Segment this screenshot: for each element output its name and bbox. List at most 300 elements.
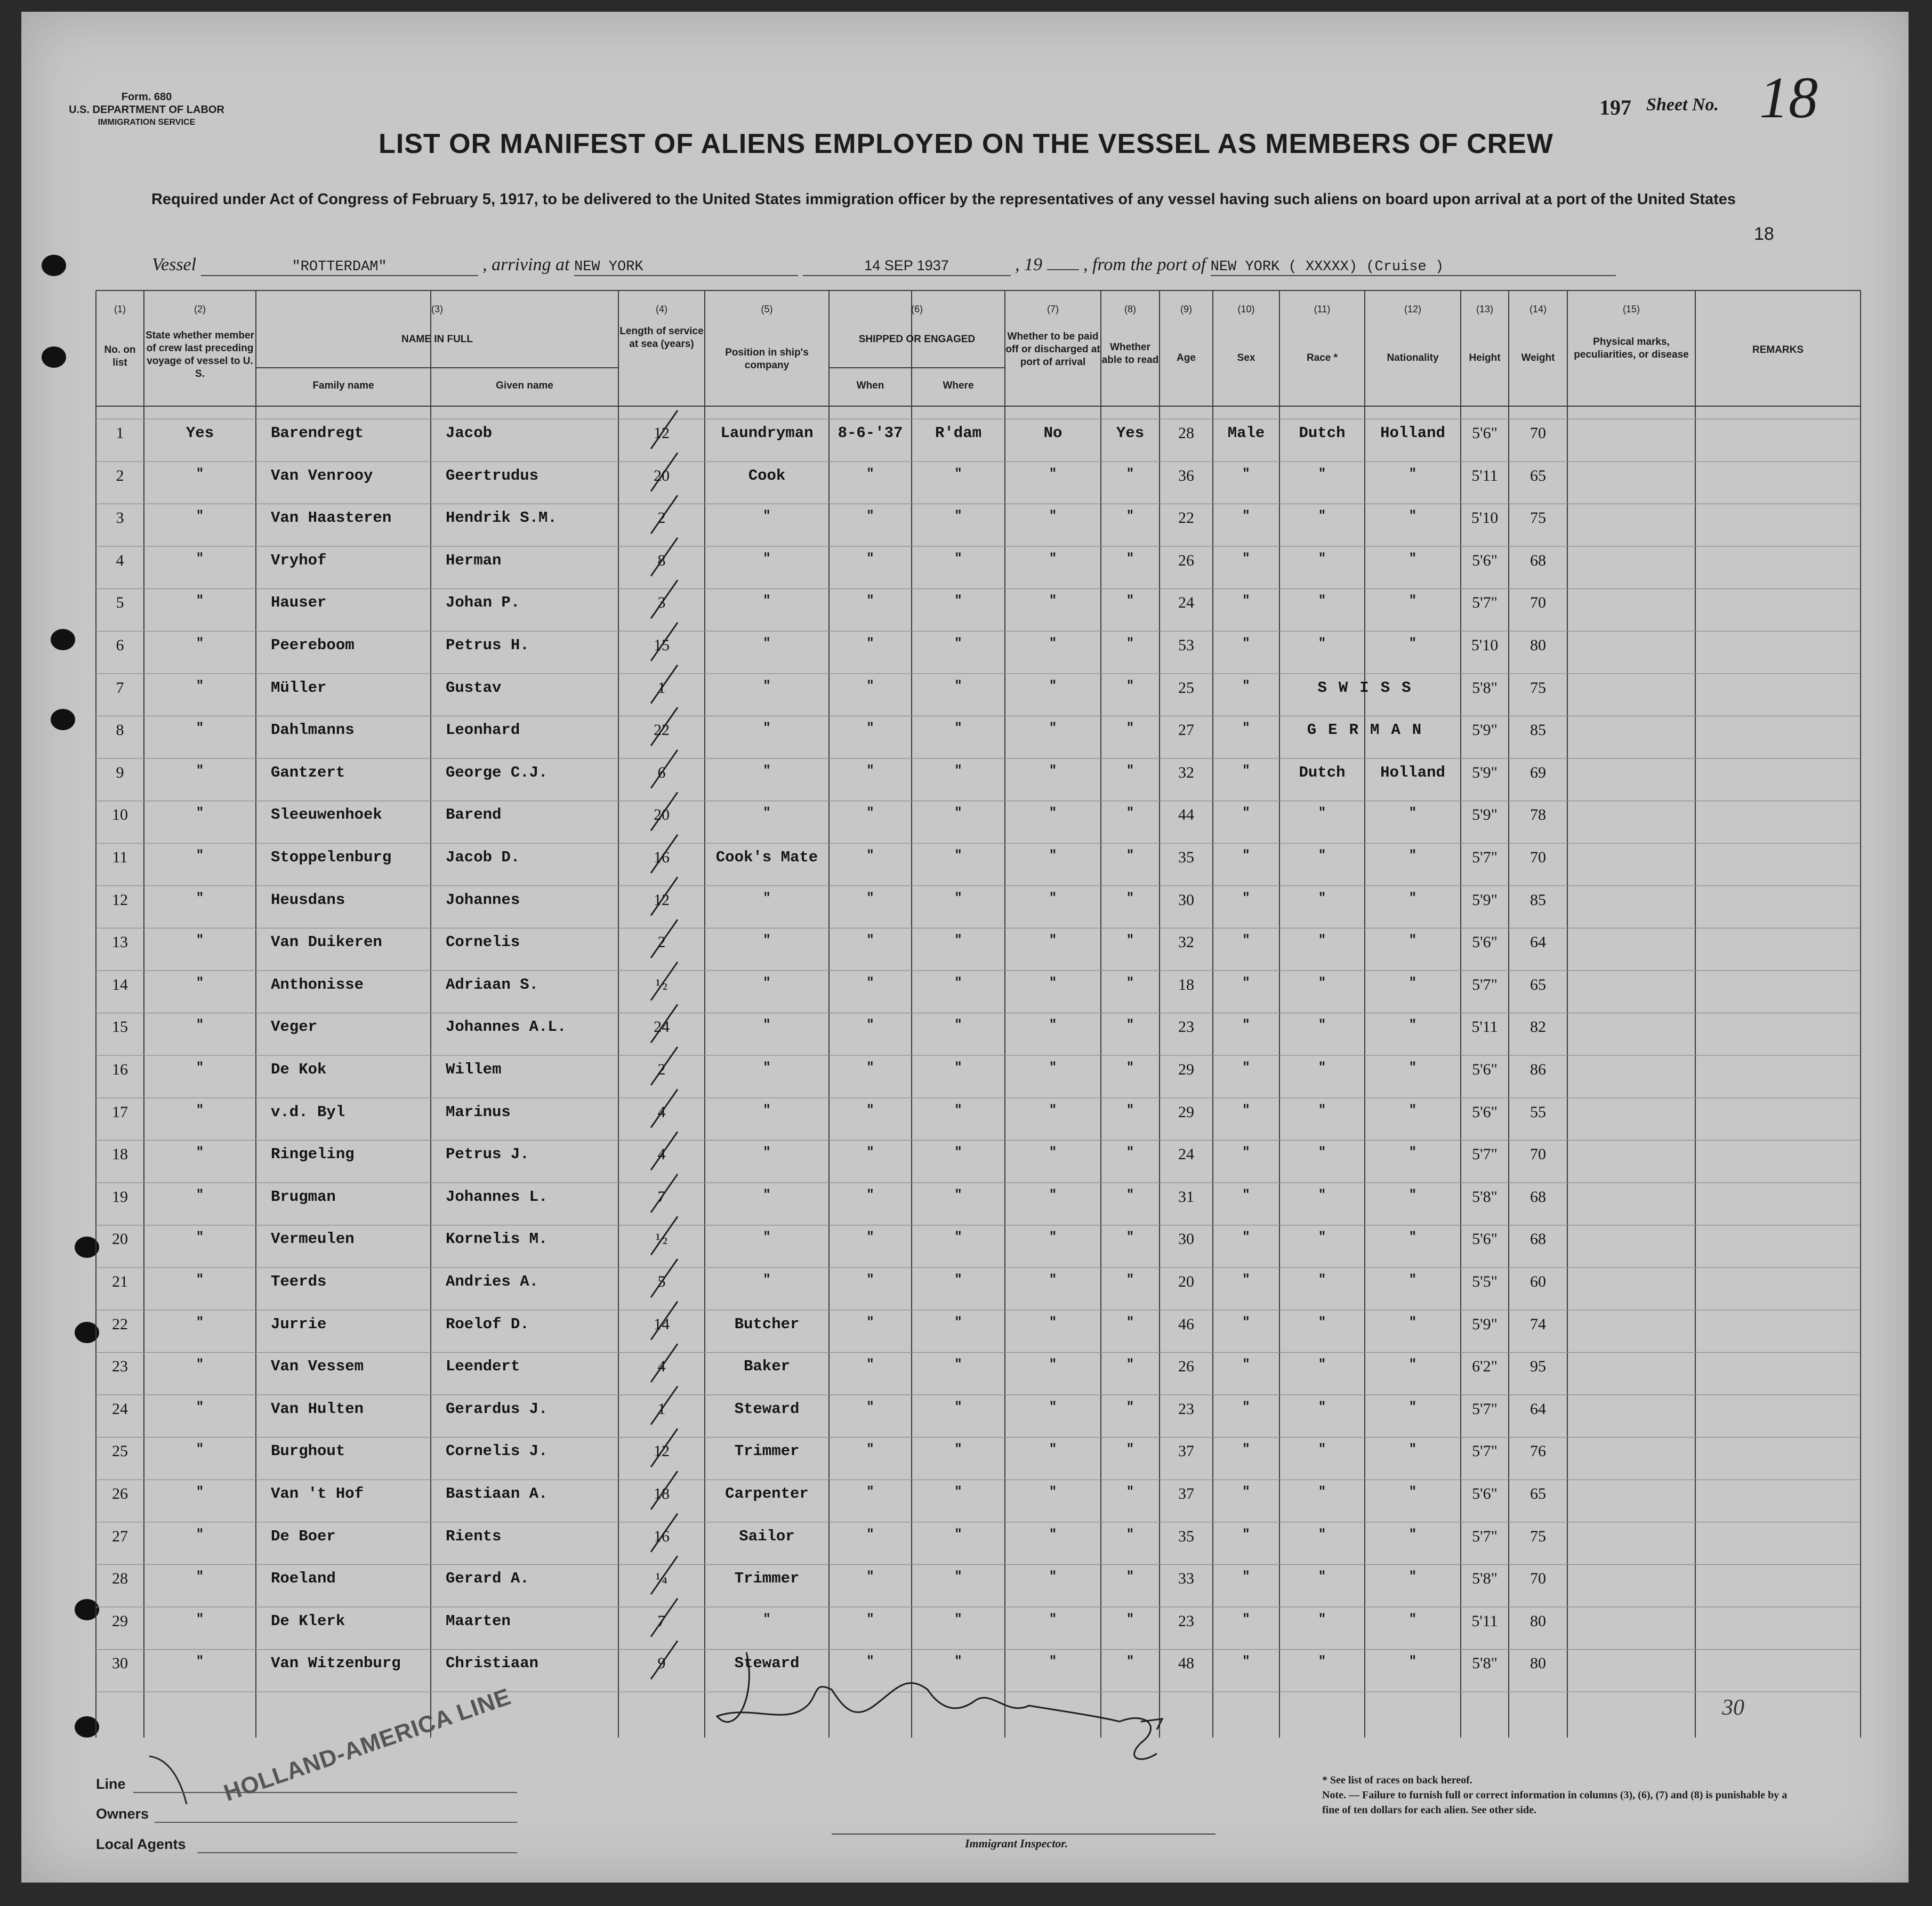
age-cell: 48 <box>1178 1654 1194 1673</box>
weight-cell: 70 <box>1530 1570 1546 1588</box>
shipped-where-cell: " <box>954 1230 962 1245</box>
family-name-cell: Gantzert <box>271 763 345 781</box>
able-to-read-cell: " <box>1126 1103 1134 1118</box>
age-cell: 35 <box>1178 1527 1194 1545</box>
shipped-when-cell: " <box>866 636 874 651</box>
footnotes <box>1322 1773 1791 1818</box>
position-cell: " <box>763 1145 771 1160</box>
given-name-cell: Roelof D. <box>446 1315 529 1333</box>
position-cell: " <box>763 891 771 906</box>
shipped-where-cell: " <box>954 1527 962 1542</box>
shipped-when-cell: " <box>866 1273 874 1287</box>
family-name-cell: Ringeling <box>271 1145 355 1164</box>
able-to-read-cell: " <box>1126 806 1134 821</box>
race-cell: " <box>1318 551 1326 566</box>
total-count: 30 <box>1722 1695 1744 1720</box>
able-to-read-cell: " <box>1126 721 1134 736</box>
race-cell: " <box>1318 1230 1326 1245</box>
family-name-cell: Veger <box>271 1018 318 1036</box>
row-number: 4 <box>116 551 124 569</box>
col-header-nationality-number: (12) <box>1404 304 1421 314</box>
age-cell: 33 <box>1178 1570 1194 1588</box>
col-header-last-voyage: State whether member of crew last preceding voyage of vessel to U. S. <box>146 330 254 379</box>
last-voyage-cell: " <box>196 636 204 651</box>
race-cell: Dutch <box>1299 763 1346 781</box>
service-years-cell: 3 <box>657 594 666 612</box>
weight-cell: 86 <box>1530 1061 1546 1078</box>
shipped-when-cell: " <box>866 1442 874 1457</box>
family-name-cell: Vermeulen <box>271 1230 355 1248</box>
sheet-prefix-number: 197 <box>1599 95 1631 119</box>
paid-off-cell: " <box>1049 551 1057 566</box>
service-years-cell: 5 <box>657 1273 666 1290</box>
col-header-height: Height <box>1469 352 1501 364</box>
last-voyage-cell: " <box>196 509 204 524</box>
age-cell: 25 <box>1178 679 1194 697</box>
weight-cell: 85 <box>1530 721 1546 739</box>
weight-cell: 85 <box>1530 891 1546 909</box>
able-to-read-cell: " <box>1126 1273 1134 1287</box>
family-name-cell: Burghout <box>271 1442 345 1460</box>
row-number: 1 <box>116 424 124 442</box>
given-name-cell: Jacob D. <box>446 849 520 866</box>
paid-off-cell: " <box>1049 1570 1057 1585</box>
row-number: 11 <box>112 849 128 866</box>
able-to-read-cell: " <box>1126 1527 1134 1542</box>
col-header-paid-off: Whether to be paid off or discharged at port of arrival <box>1005 331 1100 368</box>
race-cell: " <box>1318 466 1326 481</box>
nationality-cell: " <box>1408 1442 1417 1457</box>
sex-cell: " <box>1242 679 1250 693</box>
position-cell: Trimmer <box>734 1570 800 1588</box>
age-cell: 22 <box>1178 509 1194 527</box>
race-cell: " <box>1318 1400 1326 1415</box>
service-years-cell: 2 <box>657 933 666 951</box>
able-to-read-cell: " <box>1126 1018 1134 1033</box>
service-years-cell: 14 <box>654 1315 670 1333</box>
vessel-name: "ROTTERDAM" <box>292 259 387 275</box>
last-voyage-cell: " <box>196 763 204 778</box>
age-cell: 46 <box>1178 1315 1194 1333</box>
given-name-cell: Cornelis J. <box>446 1442 548 1460</box>
col-header-no: No. on list <box>104 344 136 368</box>
sex-cell: " <box>1242 1654 1250 1669</box>
position-cell: Cook's Mate <box>715 849 818 866</box>
weight-cell: 78 <box>1530 806 1546 824</box>
able-to-read-cell: " <box>1126 1188 1134 1202</box>
race-cell: " <box>1318 594 1326 609</box>
paid-off-cell: " <box>1049 594 1057 609</box>
shipped-when-cell: " <box>866 1358 874 1372</box>
col-header-where: Where <box>943 380 974 391</box>
race-cell: " <box>1318 509 1326 524</box>
sex-cell: " <box>1242 1400 1250 1415</box>
shipped-when-cell: " <box>866 975 874 990</box>
family-name-cell: Brugman <box>271 1188 336 1206</box>
weight-cell: 70 <box>1530 594 1546 612</box>
height-cell: 5'6" <box>1472 424 1498 442</box>
family-name-cell: Hauser <box>271 594 327 612</box>
punch-hole <box>75 1716 99 1738</box>
paid-off-cell: " <box>1049 891 1057 906</box>
paid-off-cell: " <box>1049 679 1057 693</box>
family-name-cell: De Klerk <box>271 1612 345 1630</box>
service-name: IMMIGRATION SERVICE <box>98 118 196 127</box>
race-cell: " <box>1318 1527 1326 1542</box>
sex-cell: " <box>1242 1570 1250 1585</box>
age-cell: 24 <box>1178 1145 1194 1164</box>
paid-off-cell: " <box>1049 1230 1057 1245</box>
paid-off-cell: No <box>1043 424 1062 442</box>
age-cell: 24 <box>1178 594 1194 612</box>
nationality-cell: " <box>1408 1400 1417 1415</box>
nationality-cell: " <box>1408 1230 1417 1245</box>
col-header-sex: Sex <box>1237 352 1255 364</box>
race-cell: " <box>1318 636 1326 651</box>
from-port: NEW YORK ( XXXXX) (Cruise ) <box>1210 259 1444 275</box>
height-cell: 5'7" <box>1472 1145 1498 1164</box>
row-number: 26 <box>112 1485 128 1503</box>
service-years-cell: 24 <box>654 1018 670 1036</box>
sex-cell: " <box>1242 1061 1250 1075</box>
nationality-cell: " <box>1408 509 1417 524</box>
col-header-no-number: (1) <box>114 304 126 314</box>
able-to-read-cell: " <box>1126 975 1134 990</box>
race-cell: " <box>1318 1442 1326 1457</box>
given-name-cell: Leonhard <box>446 721 520 739</box>
col-header-paid-off-number: (7) <box>1047 304 1059 314</box>
position-cell: " <box>763 594 771 609</box>
nationality-cell: " <box>1408 849 1417 863</box>
sex-cell: " <box>1242 1230 1250 1245</box>
weight-cell: 69 <box>1530 763 1546 781</box>
sex-cell: " <box>1242 1103 1250 1118</box>
weight-cell: 75 <box>1530 1527 1546 1545</box>
sex-cell: " <box>1242 466 1250 481</box>
shipped-when-cell: " <box>866 763 874 778</box>
shipped-where-cell: " <box>954 1400 962 1415</box>
local-agents-label: Local Agents <box>96 1836 186 1852</box>
height-cell: 5'8" <box>1472 1570 1498 1588</box>
paid-off-cell: " <box>1049 763 1057 778</box>
shipped-where-cell: " <box>954 551 962 566</box>
position-cell: " <box>763 1061 771 1075</box>
col-header-shipped: SHIPPED OR ENGAGED <box>858 334 976 345</box>
row-number: 24 <box>112 1400 128 1418</box>
last-voyage-cell: " <box>196 1230 204 1245</box>
col-header-when: When <box>856 380 884 391</box>
height-cell: 5'6" <box>1472 551 1498 569</box>
row-number: 19 <box>112 1188 128 1206</box>
given-name-cell: Christiaan <box>446 1654 539 1673</box>
paid-off-cell: " <box>1049 466 1057 481</box>
race-cell: " <box>1318 849 1326 863</box>
given-name-cell: Johan P. <box>446 594 520 612</box>
age-cell: 32 <box>1178 933 1194 951</box>
position-cell: Cook <box>748 466 786 484</box>
sex-cell: " <box>1242 849 1250 863</box>
race-cell: " <box>1318 1061 1326 1075</box>
age-cell: 23 <box>1178 1400 1194 1418</box>
shipped-when-cell: " <box>866 1485 874 1499</box>
line-label: Line <box>96 1776 126 1792</box>
last-voyage-cell: " <box>196 1485 204 1499</box>
able-to-read-cell: " <box>1126 594 1134 609</box>
height-cell: 5'7" <box>1472 975 1498 994</box>
height-cell: 5'11 <box>1471 466 1498 484</box>
shipped-where-cell: " <box>954 849 962 863</box>
shipped-where-cell: " <box>954 1358 962 1372</box>
weight-cell: 65 <box>1530 1485 1546 1503</box>
shipped-when-cell: " <box>866 1018 874 1033</box>
able-to-read-cell: " <box>1126 466 1134 481</box>
age-cell: 32 <box>1178 763 1194 781</box>
service-years-cell: 4 <box>657 1103 666 1121</box>
position-cell: Butcher <box>734 1315 800 1333</box>
age-cell: 23 <box>1178 1018 1194 1036</box>
service-years-cell: 12 <box>654 424 670 442</box>
row-number: 30 <box>112 1654 128 1673</box>
race-cell: " <box>1318 933 1326 948</box>
shipped-where-cell: " <box>954 1570 962 1585</box>
age-cell: 53 <box>1178 636 1194 654</box>
weight-cell: 82 <box>1530 1018 1546 1036</box>
able-to-read-cell: " <box>1126 551 1134 566</box>
position-cell: Sailor <box>739 1527 795 1545</box>
able-to-read-cell: " <box>1126 1654 1134 1669</box>
height-cell: 5'6" <box>1472 1230 1498 1248</box>
height-cell: 5'10 <box>1471 509 1499 527</box>
arriving-label: , arriving at <box>482 255 570 274</box>
service-years-cell: 20 <box>654 806 670 824</box>
punch-hole <box>42 255 66 276</box>
nationality-cell: " <box>1408 1485 1417 1499</box>
age-cell: 20 <box>1178 1273 1194 1290</box>
family-name-cell: Van Duikeren <box>271 933 382 951</box>
family-name-cell: Van Hulten <box>271 1400 364 1418</box>
given-name-cell: Andries A. <box>446 1273 539 1290</box>
race-cell: " <box>1318 975 1326 990</box>
able-to-read-cell: " <box>1126 849 1134 863</box>
row-number: 23 <box>112 1358 128 1376</box>
row-number: 25 <box>112 1442 128 1460</box>
punch-hole <box>51 709 75 730</box>
row-number: 28 <box>112 1570 128 1588</box>
paid-off-cell: " <box>1049 1400 1057 1415</box>
form-number: Form. 680 <box>121 91 172 103</box>
service-years-cell: 16 <box>654 1527 670 1545</box>
nationality-cell: " <box>1408 1527 1417 1542</box>
shipped-when-cell: " <box>866 933 874 948</box>
paid-off-cell: " <box>1049 1315 1057 1330</box>
punch-hole <box>51 629 75 650</box>
age-cell: 29 <box>1178 1061 1194 1078</box>
service-years-cell: 12 <box>654 891 670 909</box>
paid-off-cell: " <box>1049 933 1057 948</box>
row-number: 18 <box>112 1145 128 1164</box>
last-voyage-cell: " <box>196 1018 204 1033</box>
last-voyage-cell: " <box>196 1061 204 1075</box>
height-cell: 5'6" <box>1472 1061 1498 1078</box>
age-cell: 29 <box>1178 1103 1194 1121</box>
agents-underline <box>197 1852 517 1853</box>
nationality-cell: " <box>1408 806 1417 821</box>
col-header-position: Position in ship's company <box>725 347 809 371</box>
family-name-cell: Anthonisse <box>271 975 364 994</box>
given-name-cell: George C.J. <box>446 763 548 781</box>
weight-cell: 70 <box>1530 1145 1546 1164</box>
last-voyage-cell: " <box>196 721 204 736</box>
service-years-cell: 20 <box>654 466 670 484</box>
family-name-cell: Müller <box>271 679 327 697</box>
height-cell: 5'10 <box>1471 636 1499 654</box>
last-voyage-cell: " <box>196 1527 204 1542</box>
col-header-service-number: (4) <box>656 304 667 314</box>
row-number: 2 <box>116 466 124 484</box>
race-cell: " <box>1318 806 1326 821</box>
family-name-cell: Stoppelenburg <box>271 849 392 866</box>
height-cell: 5'7" <box>1472 849 1498 866</box>
race-cell: SWISS <box>1317 679 1423 697</box>
service-years-cell: 1 <box>657 679 666 697</box>
age-cell: 28 <box>1178 424 1194 442</box>
shipped-when-cell: " <box>866 1315 874 1330</box>
given-name-cell: Petrus J. <box>446 1145 529 1164</box>
shipped-where-cell: " <box>954 933 962 948</box>
able-to-read-cell: " <box>1126 509 1134 524</box>
row-number: 6 <box>116 636 124 654</box>
paid-off-cell: " <box>1049 1103 1057 1118</box>
page-title: LIST OR MANIFEST OF ALIENS EMPLOYED ON THE VESSEL AS MEMBERS OF CREW <box>379 128 1553 159</box>
col-header-read: Whether able to read <box>1101 342 1159 366</box>
paid-off-cell: " <box>1049 1018 1057 1033</box>
last-voyage-cell: " <box>196 891 204 906</box>
nationality-cell: " <box>1408 1061 1417 1075</box>
last-voyage-cell: " <box>196 806 204 821</box>
col-header-weight: Weight <box>1521 352 1555 364</box>
family-name-cell: Van Witzenburg <box>271 1654 401 1673</box>
sex-cell: " <box>1242 1145 1250 1160</box>
shipped-where-cell: " <box>954 1485 962 1499</box>
col-header-service: Length of service at sea (years) <box>619 326 704 350</box>
shipped-where-cell: " <box>954 679 962 693</box>
col-header-sex-number: (10) <box>1237 304 1255 314</box>
given-name-cell: Cornelis <box>446 933 520 951</box>
family-name-cell: v.d. Byl <box>271 1103 345 1121</box>
age-cell: 37 <box>1178 1485 1194 1503</box>
able-to-read-cell: " <box>1126 1442 1134 1457</box>
weight-cell: 65 <box>1530 975 1546 994</box>
weight-cell: 60 <box>1530 1273 1546 1290</box>
shipped-where-cell: " <box>954 1145 962 1160</box>
shipped-where-cell: " <box>954 891 962 906</box>
position-cell: " <box>763 1018 771 1033</box>
shipped-when-cell: " <box>866 509 874 524</box>
family-name-cell: Dahlmanns <box>271 721 355 739</box>
height-cell: 5'6" <box>1472 1485 1498 1503</box>
shipped-where-cell: " <box>954 594 962 609</box>
col-header-position-number: (5) <box>761 304 773 314</box>
shipped-when-cell: " <box>866 1145 874 1160</box>
year-label: , 19 <box>1015 255 1042 274</box>
sex-cell: " <box>1242 933 1250 948</box>
paid-off-cell: " <box>1049 509 1057 524</box>
able-to-read-cell: " <box>1126 1230 1134 1245</box>
paid-off-cell: " <box>1049 1527 1057 1542</box>
position-cell: " <box>763 636 771 651</box>
sex-cell: " <box>1242 1612 1250 1627</box>
shipped-when-cell: " <box>866 721 874 736</box>
age-cell: 26 <box>1178 1358 1194 1376</box>
penalty-note: Note. — Failure to furnish full or correct information in columns (3), (6), (7) and (8) is punishable by a fine of ten dollars for each alien. See other side. <box>1322 1789 1788 1816</box>
position-cell: " <box>763 551 771 566</box>
shipped-where-cell: " <box>954 509 962 524</box>
owners-underline <box>155 1822 517 1823</box>
arriving-port: NEW YORK <box>574 259 643 275</box>
service-years-cell: 8 <box>657 551 666 569</box>
nationality-cell: " <box>1408 1654 1417 1669</box>
row-number: 14 <box>112 975 128 994</box>
col-header-nationality: Nationality <box>1387 352 1439 364</box>
age-cell: 31 <box>1178 1188 1194 1206</box>
vessel-label: Vessel <box>152 255 197 274</box>
age-cell: 30 <box>1178 1230 1194 1248</box>
col-header-name-number: (3) <box>431 304 443 314</box>
sex-cell: " <box>1242 509 1250 524</box>
race-cell: " <box>1318 1315 1326 1330</box>
position-cell: " <box>763 509 771 524</box>
able-to-read-cell: " <box>1126 679 1134 693</box>
shipped-where-cell: " <box>954 1018 962 1033</box>
given-name-cell: Kornelis M. <box>446 1230 548 1248</box>
height-cell: 5'8" <box>1472 679 1498 697</box>
shipped-where-cell: " <box>954 721 962 736</box>
able-to-read-cell: " <box>1126 933 1134 948</box>
weight-cell: 75 <box>1530 509 1546 527</box>
department-name: U.S. DEPARTMENT OF LABOR <box>69 104 224 116</box>
age-cell: 35 <box>1178 849 1194 866</box>
col-header-age: Age <box>1177 352 1196 364</box>
last-voyage-cell: " <box>196 1612 204 1627</box>
position-cell: " <box>763 806 771 821</box>
age-cell: 18 <box>1178 975 1194 994</box>
paid-off-cell: " <box>1049 849 1057 863</box>
service-years-cell: 1 <box>657 1400 666 1418</box>
last-voyage-cell: " <box>196 679 204 693</box>
last-voyage-cell: " <box>196 466 204 481</box>
given-name-cell: Marinus <box>446 1103 511 1121</box>
position-cell: Carpenter <box>725 1485 809 1503</box>
nationality-cell: " <box>1408 594 1417 609</box>
able-to-read-cell: " <box>1126 891 1134 906</box>
given-name-cell: Geertrudus <box>446 466 539 484</box>
last-voyage-cell: " <box>196 1654 204 1669</box>
age-cell: 23 <box>1178 1612 1194 1630</box>
able-to-read-cell: " <box>1126 763 1134 778</box>
height-cell: 5'6" <box>1472 1103 1498 1121</box>
age-cell: 26 <box>1178 551 1194 569</box>
race-cell: " <box>1318 1273 1326 1287</box>
sex-cell: " <box>1242 594 1250 609</box>
form-identifier <box>45 91 248 129</box>
sex-cell: " <box>1242 1188 1250 1202</box>
col-header-height-number: (13) <box>1476 304 1493 314</box>
weight-cell: 75 <box>1530 679 1546 697</box>
service-years-cell: 22 <box>654 721 670 739</box>
paid-off-cell: " <box>1049 1145 1057 1160</box>
nationality-cell: " <box>1408 1145 1417 1160</box>
height-cell: 5'9" <box>1472 1315 1498 1333</box>
